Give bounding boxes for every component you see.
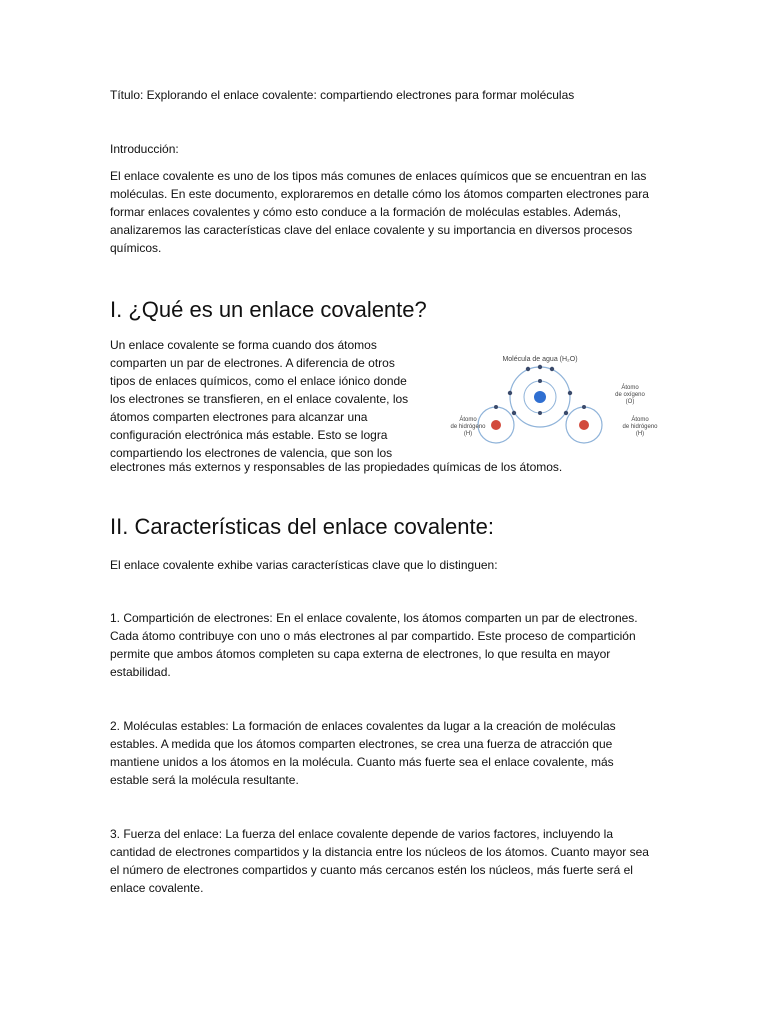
section-2-heading: II. Características del enlace covalente: (110, 514, 494, 539)
hydrogen-right-nucleus (579, 420, 589, 430)
list-item: 1. Compartición de electrones: En el enlace covalente, los átomos comparten un par de electrones. Cada átomo contribuye con uno o más electrones al par compartido. Este proceso de compartición permite que ambos átomos completen su capa externa de electrones, lo que resulta en mayor estabilidad. (110, 611, 638, 679)
hydrogen-right-label-1: Átomo (631, 417, 649, 423)
intro-paragraph: El enlace covalente es uno de los tipos más comunes de enlaces químicos que se encuentran en las moléculas. En este documento, exploraremos en detalle cómo los átomos comparten electrones para formar enlaces covalentes y cómo esto conduce a la formación de moléculas estables. Además, analizaremos las características clave del enlace covalente y su importancia en diversos procesos químicos. (110, 169, 649, 255)
section-2-intro: El enlace covalente exhibe varias características clave que lo distinguen: (110, 558, 498, 572)
section-1-heading: I. ¿Qué es un enlace covalente? (110, 297, 427, 322)
electrons (494, 365, 586, 415)
list-item: 3. Fuerza del enlace: La fuerza del enlace covalente depende de varios factores, incluyendo la cantidad de electrones compartidos y la distancia entre los núcleos de los átomos. Cuanto mayor sea el número de electrones compartidos y cuanto más cercanos estén los núcleos, más fuerte será el enlace covalente. (110, 827, 649, 895)
hydrogen-left-label-1: Átomo (459, 417, 477, 423)
hydrogen-right-label-2: de hidrógeno (622, 424, 658, 430)
list-item: 2. Moléculas estables: La formación de enlaces covalentes da lugar a la creación de moléculas estables. A medida que los átomos comparten electrones, se crea una fuerza de atracción que mantiene unidos a los átomos en la molécula. Cuanto más fuerte sea el enlace covalente, más estable será la molécula resultante. (110, 719, 616, 787)
oxygen-label-line-1: Átomo (621, 385, 639, 391)
hydrogen-left-label-2: de hidrógeno (450, 424, 486, 430)
hydrogen-left-label-3: (H) (463, 431, 473, 437)
hydrogen-left-nucleus (491, 420, 501, 430)
section-1-paragraph-tail: electrones más externos y responsables de las propiedades químicas de los átomos. (110, 460, 563, 474)
oxygen-nucleus (534, 391, 546, 403)
section-1-paragraph: Un enlace covalente se forma cuando dos átomos comparten un par de electrones. A diferencia de otros tipos de enlaces químicos, como el enlace iónico donde los electrones se transfieren, en el enlace covalente, los átomos comparten electrones para alcanzar una configuración electrónica más estable. Esto se logra compartiendo los electrones de valencia, que son los (110, 338, 409, 460)
intro-heading: Introducción: (110, 142, 179, 156)
water-molecule-figure (440, 345, 670, 455)
document-title: Título: Explorando el enlace covalente: compartiendo electrones para formar moléculas (110, 88, 575, 102)
oxygen-label-line-3: (O) (625, 399, 635, 405)
figure-title: Molécula de agua (H₂O) (502, 356, 578, 363)
oxygen-label-line-2: de oxígeno (615, 392, 645, 398)
hydrogen-right-label-3: (H) (635, 431, 645, 437)
